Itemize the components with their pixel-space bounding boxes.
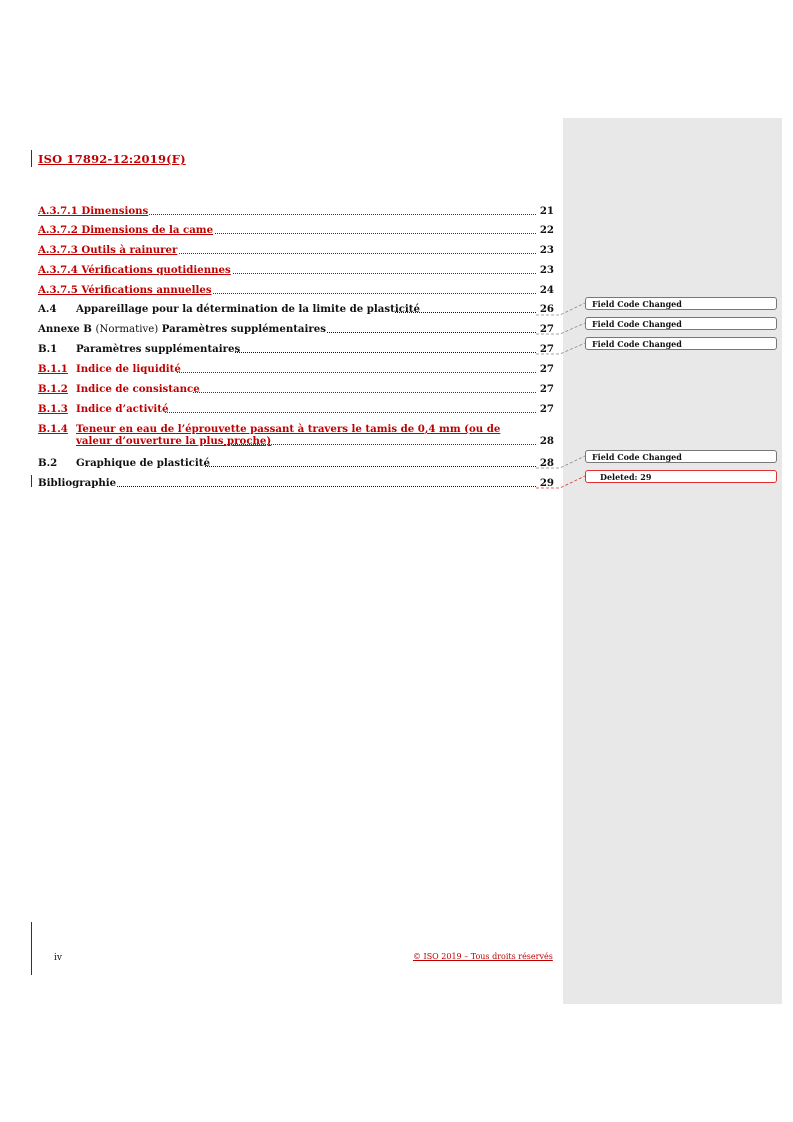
- footer-page-number: iv: [54, 953, 62, 963]
- toc-entry[interactable]: [38, 302, 554, 316]
- toc-entry-number: A.4: [38, 303, 57, 315]
- comment-balloon[interactable]: Field Code Changed: [585, 337, 777, 350]
- toc-entry-title: Paramètres supplémentaires: [161, 323, 326, 335]
- toc-entry[interactable]: [38, 476, 554, 490]
- toc-entry-page: 23: [539, 264, 554, 276]
- toc-entry-page: 27: [539, 343, 554, 355]
- change-bar: [31, 922, 32, 975]
- toc-entry[interactable]: [38, 243, 554, 257]
- toc-entry-title: Indice d’activité: [76, 403, 169, 415]
- change-bar: [31, 150, 32, 167]
- toc-entry[interactable]: [38, 382, 554, 396]
- toc-entry-number: B.1.1: [38, 363, 68, 375]
- comment-balloon[interactable]: Field Code Changed: [585, 317, 777, 330]
- toc-entry-label: A.3.7.3 Outils à rainurer: [38, 244, 178, 256]
- toc-entry[interactable]: [38, 402, 554, 416]
- toc-entry[interactable]: [38, 423, 554, 449]
- comment-balloon[interactable]: Field Code Changed: [585, 297, 777, 310]
- toc-entry-label: A.3.7.5 Vérifications annuelles: [38, 284, 212, 296]
- toc-entry[interactable]: [38, 223, 554, 237]
- toc-entry-page: 22: [539, 224, 554, 236]
- toc-entry[interactable]: [38, 204, 554, 218]
- toc-entry-number: B.1.4: [38, 423, 68, 435]
- toc-entry-page: 27: [539, 403, 554, 415]
- toc-entry-label: A.3.7.4 Vérifications quotidiennes: [38, 264, 231, 276]
- toc-entry-label: A.3.7.2 Dimensions de la came: [38, 224, 214, 236]
- toc-entry-title: Indice de consistance: [76, 383, 200, 395]
- toc-entry[interactable]: [38, 456, 554, 470]
- deleted-balloon[interactable]: Deleted: 29: [585, 470, 777, 483]
- toc-entry-label: A.3.7.1 Dimensions: [38, 205, 149, 217]
- toc-entry[interactable]: [38, 263, 554, 277]
- toc-entry-number: B.1.3: [38, 403, 68, 415]
- toc-entry[interactable]: [38, 283, 554, 297]
- toc-entry-page: 23: [539, 244, 554, 256]
- toc-entry-title: Appareillage pour la détermination de la limite de plasticité: [76, 303, 420, 315]
- toc-entry-page: 27: [539, 383, 554, 395]
- toc-entry-page: 29: [539, 477, 554, 489]
- toc-entry-title: Graphique de plasticité: [76, 457, 210, 469]
- toc-entry-page: 28: [539, 435, 554, 447]
- toc-entry-note: (Normative): [95, 324, 159, 335]
- change-bar: [31, 475, 32, 487]
- toc-entry-page: 24: [539, 284, 554, 296]
- toc-entry-prefix: Annexe B: [38, 323, 92, 335]
- toc-entry-title: Paramètres supplémentaires: [76, 343, 241, 355]
- toc-entry-number: B.1.2: [38, 383, 68, 395]
- document-reference: ISO 17892-12:2019(F): [38, 152, 186, 166]
- toc-entry-title: Indice de liquidité: [76, 363, 181, 375]
- toc-entry-page: 28: [539, 457, 554, 469]
- toc-entry-number: B.2: [38, 457, 58, 469]
- toc-entry[interactable]: [38, 322, 554, 336]
- toc-entry-title: Teneur en eau de l’éprouvette passant à travers le tamis de 0,4 mm (ou de valeur d’ouverture la plus proche): [76, 423, 501, 447]
- toc-entry-page: 27: [539, 323, 554, 335]
- toc-entry-page: 21: [539, 205, 554, 217]
- comment-balloon[interactable]: Field Code Changed: [585, 450, 777, 463]
- toc-entry-page: 27: [539, 363, 554, 375]
- footer-copyright: © ISO 2019 – Tous droits réservés: [413, 952, 553, 961]
- toc-entry-page: 26: [539, 303, 554, 315]
- toc-entry[interactable]: [38, 362, 554, 376]
- toc-entry-number: B.1: [38, 343, 58, 355]
- toc-entry[interactable]: [38, 342, 554, 356]
- toc-entry-title: Bibliographie: [38, 477, 117, 489]
- markup-pane: [563, 118, 782, 1004]
